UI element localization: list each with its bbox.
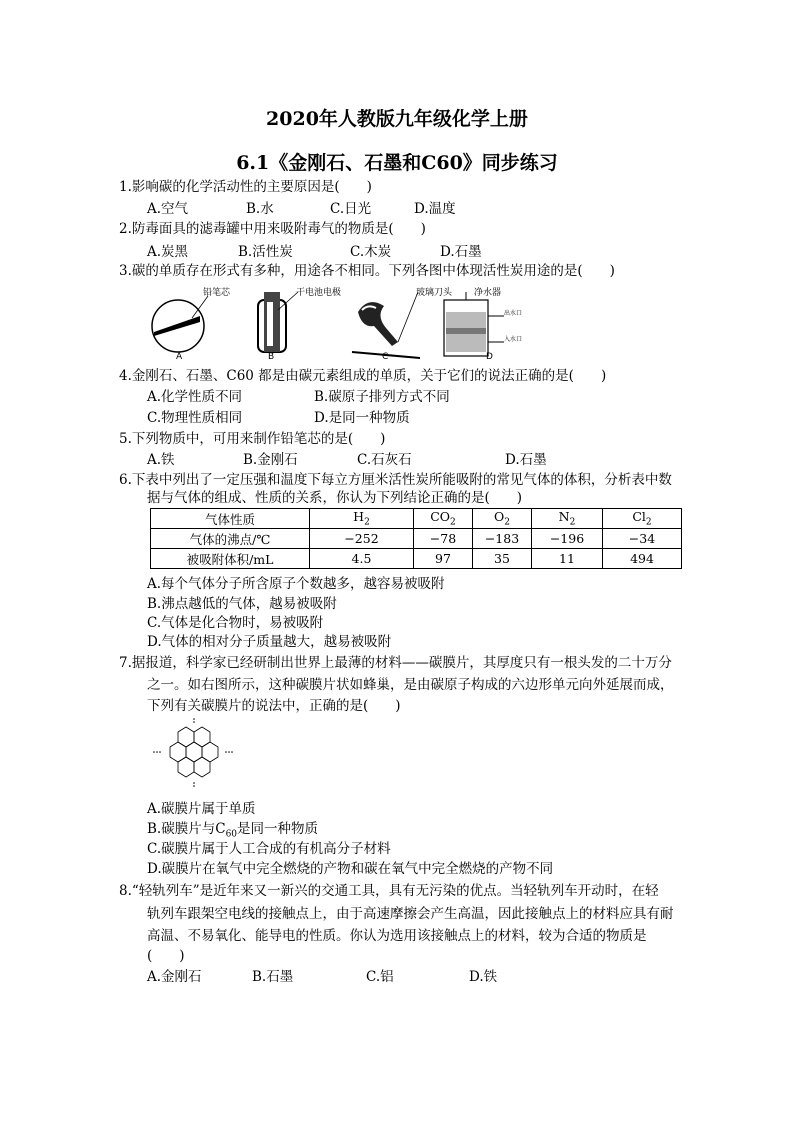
battery-electrode-figure (258, 292, 298, 352)
water-purifier-figure (444, 292, 504, 356)
question-8-stem-line4: ( ) (147, 948, 185, 964)
table-cell: 气体的沸点/℃ (151, 529, 310, 549)
q7-option-c: C.碳膜片属于人工合成的有机高分子材料 (147, 841, 391, 857)
question-7-stem-line3: 下列有关碳膜片的说法中，正确的是( ) (147, 698, 401, 714)
q6-option-b: B.沸点越低的气体，越易被吸附 (147, 596, 337, 612)
table-cell: 97 (414, 549, 473, 569)
fig-label-battery-electrode: 干电池电极 (296, 288, 342, 298)
table-cell: 494 (603, 549, 682, 569)
fig-letter-b: B (268, 352, 275, 362)
table-cell: 11 (532, 549, 603, 569)
table-cell: 35 (473, 549, 532, 569)
question-7-stem-line2: 之一。如右图所示，这种碳膜片状如蜂巢，是由碳原子构成的六边形单元向外延展而成， (147, 677, 674, 693)
question-8-stem-line2: 轨列车跟架空电线的接触点上，由于高速摩擦会产生高温，因此接触点上的材料应具有耐 (147, 906, 674, 922)
q7-option-b: B.碳膜片与$C_{60}$是同一种物质 (147, 821, 319, 840)
q6-option-c: C.气体是化合物时，易被吸附 (147, 615, 324, 631)
table-cell: 4.5 (310, 549, 414, 569)
gas-adsorption-table (150, 508, 682, 569)
fig-label-outlet: 出水口 (504, 310, 523, 317)
table-row (151, 549, 682, 569)
q2-option-d: D.石墨 (440, 244, 482, 260)
q1-option-b: B.水 (246, 201, 274, 217)
fig-letter-a: A (176, 352, 183, 362)
table-cell: −196 (532, 529, 603, 549)
table-header-cell: $O_2$ (473, 509, 532, 529)
table-header-cell: $Cl_2$ (603, 509, 682, 529)
fig-letter-d: D (486, 352, 493, 362)
question-5-stem: 5.下列物质中，可用来制作铅笔芯的是( ) (119, 431, 386, 447)
q4-option-c: C.物理性质相同 (147, 410, 243, 426)
table-cell: −78 (414, 529, 473, 549)
page-title: 2020年人教版九年级化学上册 (266, 108, 528, 130)
q4-option-a: A.化学性质不同 (147, 389, 243, 405)
q6-option-a: A.每个气体分子所含原子个数越多，越容易被吸附 (147, 576, 445, 592)
q1-option-c: C.日光 (330, 201, 372, 217)
table-cell: 被吸附体积/mL (151, 549, 310, 569)
q8-option-d: D.铁 (469, 969, 498, 985)
table-cell: −34 (603, 529, 682, 549)
pencil-lead-figure (152, 296, 208, 352)
q8-option-b: B.石墨 (252, 969, 294, 985)
q2-option-c: C.木炭 (350, 244, 392, 260)
question-1-stem: 1.影响碳的化学活动性的主要原因是( ) (119, 179, 372, 195)
table-row (151, 529, 682, 549)
q7-option-d: D.碳膜片在氧气中完全燃烧的产物和碳在氧气中完全燃烧的产物不同 (147, 861, 554, 877)
fig-label-inlet: 入水口 (504, 336, 523, 343)
q4-option-d: D.是同一种物质 (314, 410, 410, 426)
table-header-cell: $CO_2$ (414, 509, 473, 529)
q1-option-a: A.空气 (147, 201, 189, 217)
q5-option-d: D.石墨 (505, 452, 547, 468)
fig-label-glass-cutter: 玻璃刀头 (416, 288, 453, 298)
q2-option-b: B.活性炭 (238, 244, 293, 260)
question-4-stem: 4.金刚石、石墨、C60 都是由碳元素组成的单质，关于它们的说法正确的是( ) (119, 368, 607, 384)
q4-option-b: B.碳原子排列方式不同 (314, 389, 450, 405)
q7-option-a: A.碳膜片属于单质 (147, 801, 256, 817)
table-header-cell: $N_2$ (532, 509, 603, 529)
table-cell: −252 (310, 529, 414, 549)
q8-option-c: C.铝 (366, 969, 394, 985)
q2-option-a: A.炭黑 (147, 244, 189, 260)
glass-cutter-figure (352, 292, 420, 358)
question-6-stem-line1: 6.下表中列出了一定压强和温度下每立方厘米活性炭所能吸附的常见气体的体积，分析表中数 (119, 472, 672, 488)
table-header-cell: $H_2$ (310, 509, 414, 529)
question-8-stem-line1: 8.“轻轨列车”是近年来又一新兴的交通工具，具有无污染的优点。当轻轨列车开动时，在轻 (119, 883, 659, 899)
page-subtitle: 6.1《金刚石、石墨和C60》同步练习 (236, 152, 558, 174)
question-3-stem: 3.碳的单质存在形式有多种，用途各不相同。下列各图中体现活性炭用途的是( ) (119, 263, 615, 279)
fig-letter-c: C (382, 352, 389, 362)
honeycomb-figure (148, 716, 238, 792)
q6-option-d: D.气体的相对分子质量越大，越易被吸附 (147, 634, 392, 650)
table-cell: −183 (473, 529, 532, 549)
question-2-stem: 2.防毒面具的滤毒罐中用来吸附毒气的物质是( ) (119, 221, 426, 237)
table-header-cell: 气体性质 (151, 509, 310, 529)
q5-option-b: B.金刚石 (243, 452, 298, 468)
table-header-row (151, 509, 682, 529)
q1-option-d: D.温度 (414, 201, 456, 217)
fig-label-pencil-lead: 铅笔芯 (203, 288, 231, 298)
q5-option-c: C.石灰石 (357, 452, 412, 468)
question-8-stem-line3: 高温、不易氧化、能导电的性质。你认为选用该接触点上的材料，较为合适的物质是 (147, 928, 647, 944)
fig-label-water-purifier: 净水器 (474, 288, 502, 298)
question-6-stem-line2: 据与气体的组成、性质的关系，你认为下列结论正确的是( ) (147, 490, 523, 506)
q5-option-a: A.铁 (147, 452, 175, 468)
q8-option-a: A.金刚石 (147, 969, 202, 985)
question-7-stem-line1: 7.据报道，科学家已经研制出世界上最薄的材料——碳膜片，其厚度只有一根头发的二十万分 (119, 655, 672, 671)
